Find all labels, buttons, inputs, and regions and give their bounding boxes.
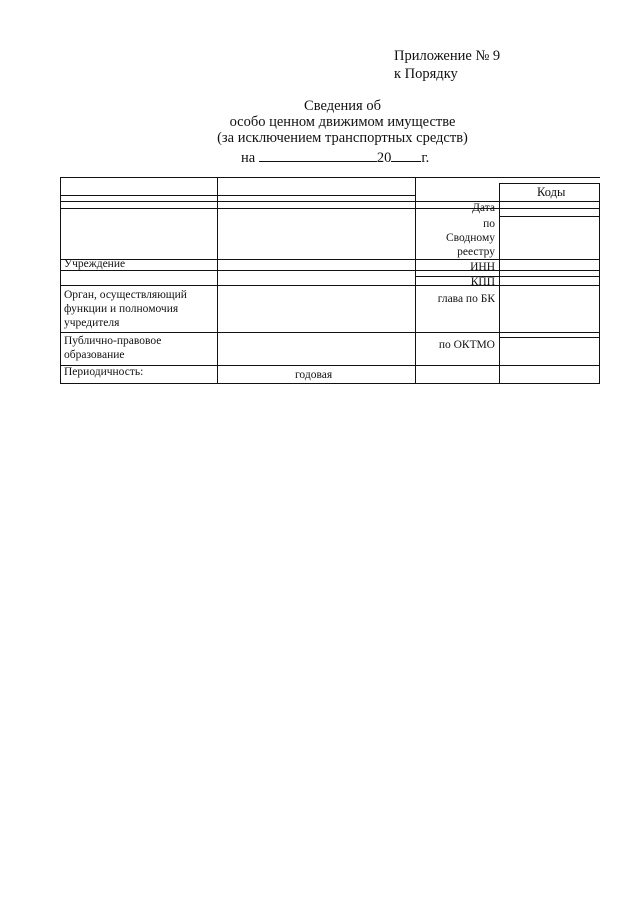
periodicity-value: годовая bbox=[295, 369, 333, 381]
founder-label-line-1: Орган, осуществляющий bbox=[64, 289, 187, 301]
svod-label-line-1: по bbox=[483, 218, 495, 230]
row-line-3 bbox=[60, 208, 600, 209]
title-line-1: Сведения об bbox=[304, 98, 381, 114]
row-line-1 bbox=[60, 195, 415, 196]
inn-label: ИНН bbox=[470, 261, 495, 273]
institution-label: Учреждение bbox=[64, 258, 126, 270]
periodicity-label: Периодичность: bbox=[64, 366, 144, 378]
svod-label-line-3: реестру bbox=[457, 246, 495, 258]
title-line-2: особо ценном движимом имуществе bbox=[229, 114, 456, 130]
header-form-table bbox=[60, 177, 600, 384]
row-line-7 bbox=[60, 332, 600, 333]
founder-label-line-2: функции и полномочия bbox=[64, 303, 179, 315]
row-line-5 bbox=[60, 270, 600, 271]
oktmo-label: по ОКТМО bbox=[438, 339, 495, 351]
bk-label: глава по БК bbox=[437, 293, 495, 305]
table-border-bottom bbox=[60, 383, 600, 384]
codes-column-left bbox=[499, 183, 500, 384]
report-date-line bbox=[241, 149, 429, 167]
municipality-label-line-1: Публично-правовое bbox=[64, 335, 162, 347]
date-prefix: на bbox=[241, 150, 256, 166]
date-label: Дата bbox=[472, 202, 495, 214]
codes-bk-line bbox=[499, 337, 600, 338]
codes-date-line bbox=[499, 216, 600, 217]
row-line-4 bbox=[60, 259, 600, 260]
kpp-label: КПП bbox=[470, 276, 495, 288]
appendix-reference: к Порядку bbox=[394, 66, 458, 82]
svod-label-line-2: Сводному bbox=[445, 232, 495, 244]
year-blank-field[interactable] bbox=[391, 149, 421, 162]
codes-header-line bbox=[499, 201, 600, 202]
codes-top-line bbox=[499, 183, 600, 184]
document-title bbox=[200, 98, 485, 146]
codes-header: Коды bbox=[537, 185, 566, 199]
founder-label-line-3: учредителя bbox=[64, 317, 120, 329]
table-border-top bbox=[60, 177, 600, 178]
codes-column-right bbox=[599, 183, 600, 384]
date-blank-field[interactable] bbox=[259, 149, 377, 162]
year-prefix: 20 bbox=[376, 150, 392, 166]
date-suffix: г. bbox=[421, 150, 430, 166]
appendix-number: Приложение № 9 bbox=[394, 48, 501, 64]
title-line-3: (за исключением транспортных средств) bbox=[217, 130, 468, 146]
appendix-block bbox=[394, 47, 500, 83]
municipality-label-line-2: образование bbox=[64, 349, 125, 361]
row-line-6 bbox=[60, 285, 600, 286]
